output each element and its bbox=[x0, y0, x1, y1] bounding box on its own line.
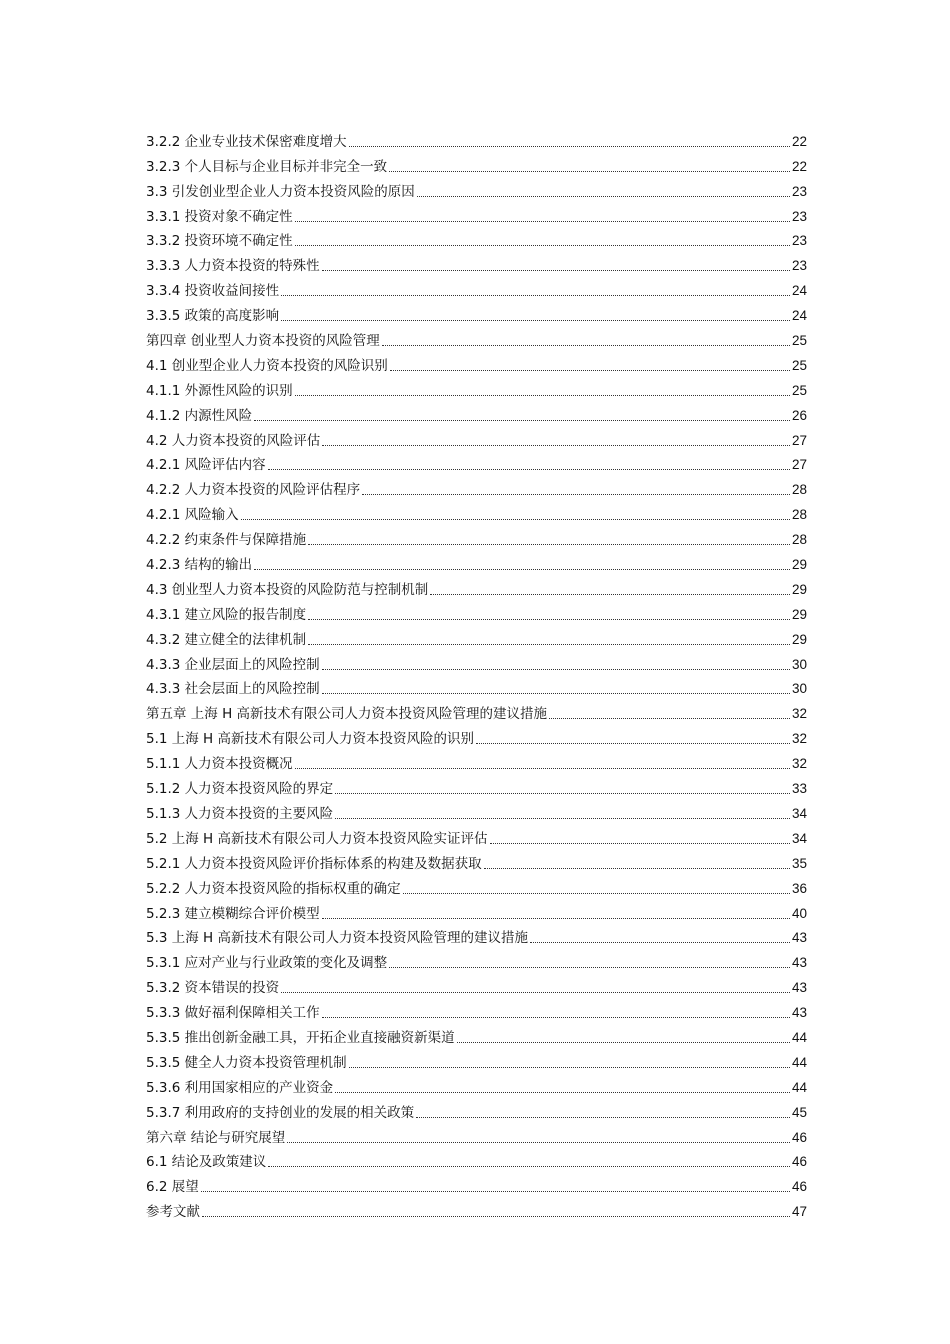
toc-dot-leader bbox=[295, 220, 790, 222]
toc-entry-page-number: 32 bbox=[791, 731, 807, 747]
toc-entry[interactable] bbox=[146, 947, 807, 972]
toc-entry[interactable] bbox=[146, 151, 807, 176]
toc-dot-leader bbox=[335, 1091, 790, 1093]
toc-dot-leader bbox=[349, 145, 790, 147]
toc-dot-leader bbox=[322, 917, 790, 919]
toc-entry-page-number: 30 bbox=[791, 681, 807, 697]
toc-entry-page-number: 28 bbox=[791, 507, 807, 523]
toc-dot-leader bbox=[268, 468, 790, 470]
toc-entry-page-number: 43 bbox=[791, 1005, 807, 1021]
toc-entry-title: 5.3.6 利用国家相应的产业资金 bbox=[146, 1079, 334, 1096]
toc-entry[interactable] bbox=[146, 499, 807, 524]
toc-entry[interactable] bbox=[146, 375, 807, 400]
toc-entry-page-number: 32 bbox=[791, 706, 807, 722]
toc-entry-page-number: 23 bbox=[791, 258, 807, 274]
toc-entry-title: 5.2 上海 H 高新技术有限公司人力资本投资风险实证评估 bbox=[146, 830, 488, 847]
toc-entry-title: 3.3.3 人力资本投资的特殊性 bbox=[146, 258, 320, 275]
toc-dot-leader bbox=[201, 1190, 790, 1192]
toc-entry-title: 3.3.2 投资环境不确定性 bbox=[146, 233, 293, 250]
toc-entry-page-number: 25 bbox=[791, 333, 807, 349]
toc-entry-title: 4.3 创业型人力资本投资的风险防范与控制机制 bbox=[146, 581, 429, 598]
toc-entry[interactable] bbox=[146, 300, 807, 325]
toc-entry-page-number: 23 bbox=[791, 233, 807, 249]
toc-entry-page-number: 29 bbox=[791, 581, 807, 597]
toc-dot-leader bbox=[322, 692, 790, 694]
toc-dot-leader bbox=[389, 170, 790, 172]
toc-dot-leader bbox=[362, 493, 790, 495]
toc-dot-leader bbox=[335, 817, 790, 819]
toc-entry[interactable] bbox=[146, 599, 807, 624]
toc-dot-leader bbox=[457, 1041, 790, 1043]
toc-entry-title: 参考文献 bbox=[146, 1204, 200, 1221]
toc-dot-leader bbox=[281, 319, 790, 321]
toc-entry-page-number: 43 bbox=[791, 955, 807, 971]
toc-dot-leader bbox=[335, 792, 790, 794]
toc-entry-title: 4.2.1 风险输入 bbox=[146, 507, 239, 524]
toc-entry[interactable] bbox=[146, 126, 807, 151]
toc-dot-leader bbox=[308, 618, 790, 620]
toc-entry-title: 6.2 展望 bbox=[146, 1179, 199, 1196]
toc-entry-title: 4.3.2 建立健全的法律机制 bbox=[146, 631, 307, 648]
table-of-contents bbox=[146, 126, 807, 1221]
toc-entry[interactable] bbox=[146, 275, 807, 300]
toc-entry-page-number: 22 bbox=[791, 133, 807, 149]
toc-entry-page-number: 30 bbox=[791, 656, 807, 672]
toc-entry-page-number: 25 bbox=[791, 382, 807, 398]
toc-entry-title: 5.3.3 做好福利保障相关工作 bbox=[146, 1005, 320, 1022]
toc-entry-title: 3.3.5 政策的高度影响 bbox=[146, 308, 280, 325]
toc-entry-page-number: 34 bbox=[791, 805, 807, 821]
toc-dot-leader bbox=[295, 394, 790, 396]
toc-dot-leader bbox=[281, 991, 790, 993]
toc-entry[interactable] bbox=[146, 524, 807, 549]
toc-entry[interactable] bbox=[146, 549, 807, 574]
toc-entry[interactable] bbox=[146, 574, 807, 599]
toc-dot-leader bbox=[322, 1016, 790, 1018]
toc-entry[interactable] bbox=[146, 474, 807, 499]
toc-entry-page-number: 47 bbox=[791, 1204, 807, 1220]
toc-entry[interactable] bbox=[146, 1097, 807, 1122]
toc-entry-page-number: 29 bbox=[791, 606, 807, 622]
toc-entry-title: 4.2.2 人力资本投资的风险评估程序 bbox=[146, 482, 361, 499]
toc-dot-leader bbox=[287, 1141, 790, 1143]
toc-entry-page-number: 23 bbox=[791, 183, 807, 199]
toc-entry-page-number: 46 bbox=[791, 1154, 807, 1170]
toc-entry-title: 4.2.2 约束条件与保障措施 bbox=[146, 532, 307, 549]
toc-entry[interactable] bbox=[146, 325, 807, 350]
toc-dot-leader bbox=[549, 717, 790, 719]
toc-entry-title: 3.3.4 投资收益间接性 bbox=[146, 283, 280, 300]
toc-dot-leader bbox=[403, 892, 790, 894]
toc-dot-leader bbox=[476, 742, 790, 744]
toc-entry[interactable] bbox=[146, 997, 807, 1022]
toc-entry-title: 4.2.3 结构的输出 bbox=[146, 557, 253, 574]
toc-dot-leader bbox=[295, 244, 790, 246]
toc-dot-leader bbox=[416, 1116, 790, 1118]
toc-entry-title: 5.2.1 人力资本投资风险评价指标体系的构建及数据获取 bbox=[146, 855, 482, 872]
toc-entry[interactable] bbox=[146, 848, 807, 873]
toc-entry-title: 5.3.5 推出创新金融工具，开拓企业直接融资新渠道 bbox=[146, 1029, 455, 1046]
toc-entry-title: 4.2 人力资本投资的风险评估 bbox=[146, 432, 321, 449]
toc-dot-leader bbox=[490, 842, 790, 844]
toc-entry-page-number: 35 bbox=[791, 855, 807, 871]
toc-entry[interactable] bbox=[146, 350, 807, 375]
toc-dot-leader bbox=[349, 1066, 790, 1068]
toc-dot-leader bbox=[241, 518, 790, 520]
toc-entry-page-number: 29 bbox=[791, 557, 807, 573]
toc-dot-leader bbox=[308, 643, 790, 645]
toc-dot-leader bbox=[308, 543, 790, 545]
toc-entry-page-number: 25 bbox=[791, 357, 807, 373]
toc-entry[interactable] bbox=[146, 450, 807, 475]
toc-entry-page-number: 45 bbox=[791, 1104, 807, 1120]
toc-entry-title: 第四章 创业型人力资本投资的风险管理 bbox=[146, 333, 380, 350]
toc-entry-title: 5.1.3 人力资本投资的主要风险 bbox=[146, 805, 334, 822]
toc-entry-page-number: 36 bbox=[791, 880, 807, 896]
toc-entry[interactable] bbox=[146, 201, 807, 226]
toc-dot-leader bbox=[254, 568, 790, 570]
toc-entry-title: 第五章 上海 H 高新技术有限公司人力资本投资风险管理的建议措施 bbox=[146, 706, 548, 723]
toc-entry[interactable] bbox=[146, 425, 807, 450]
toc-entry-page-number: 26 bbox=[791, 407, 807, 423]
toc-entry-page-number: 22 bbox=[791, 158, 807, 174]
toc-entry-page-number: 32 bbox=[791, 756, 807, 772]
toc-entry-title: 4.3.3 企业层面上的风险控制 bbox=[146, 656, 320, 673]
toc-entry-title: 5.3.2 资本错误的投资 bbox=[146, 980, 280, 997]
toc-entry-title: 4.3.3 社会层面上的风险控制 bbox=[146, 681, 320, 698]
toc-entry[interactable] bbox=[146, 624, 807, 649]
toc-dot-leader bbox=[322, 269, 790, 271]
toc-entry-title: 3.3.1 投资对象不确定性 bbox=[146, 208, 293, 225]
toc-entry-title: 第六章 结论与研究展望 bbox=[146, 1129, 286, 1146]
toc-entry[interactable] bbox=[146, 1196, 807, 1221]
toc-entry-page-number: 33 bbox=[791, 781, 807, 797]
toc-entry-title: 5.1 上海 H 高新技术有限公司人力资本投资风险的识别 bbox=[146, 731, 474, 748]
toc-entry[interactable] bbox=[146, 176, 807, 201]
toc-entry[interactable] bbox=[146, 923, 807, 948]
toc-entry-title: 4.1 创业型企业人力资本投资的风险识别 bbox=[146, 357, 388, 374]
toc-dot-leader bbox=[322, 444, 790, 446]
toc-dot-leader bbox=[254, 419, 790, 421]
toc-entry[interactable] bbox=[146, 649, 807, 674]
toc-dot-leader bbox=[295, 767, 790, 769]
toc-entry-title: 4.2.1 风险评估内容 bbox=[146, 457, 266, 474]
toc-entry-page-number: 24 bbox=[791, 308, 807, 324]
toc-entry-page-number: 24 bbox=[791, 283, 807, 299]
toc-entry-title: 5.1.1 人力资本投资概况 bbox=[146, 756, 293, 773]
toc-entry[interactable] bbox=[146, 798, 807, 823]
toc-entry-page-number: 46 bbox=[791, 1179, 807, 1195]
toc-entry-title: 3.2.3 个人目标与企业目标并非完全一致 bbox=[146, 158, 388, 175]
toc-dot-leader bbox=[390, 369, 790, 371]
toc-entry-title: 6.1 结论及政策建议 bbox=[146, 1154, 267, 1171]
toc-dot-leader bbox=[202, 1215, 790, 1217]
toc-dot-leader bbox=[389, 966, 790, 968]
toc-entry[interactable] bbox=[146, 823, 807, 848]
toc-entry[interactable] bbox=[146, 674, 807, 699]
toc-entry[interactable] bbox=[146, 1022, 807, 1047]
toc-entry[interactable] bbox=[146, 226, 807, 251]
toc-entry[interactable] bbox=[146, 400, 807, 425]
toc-dot-leader bbox=[322, 668, 790, 670]
toc-entry-page-number: 44 bbox=[791, 1079, 807, 1095]
toc-entry-title: 5.3.5 健全人力资本投资管理机制 bbox=[146, 1054, 347, 1071]
toc-dot-leader bbox=[430, 593, 790, 595]
toc-entry[interactable] bbox=[146, 1147, 807, 1172]
toc-entry-title: 5.2.3 建立模糊综合评价模型 bbox=[146, 905, 320, 922]
toc-entry-title: 4.1.2 内源性风险 bbox=[146, 407, 253, 424]
toc-entry-title: 3.2.2 企业专业技术保密难度增大 bbox=[146, 133, 347, 150]
toc-entry[interactable] bbox=[146, 698, 807, 723]
toc-entry-page-number: 44 bbox=[791, 1029, 807, 1045]
toc-entry[interactable] bbox=[146, 1122, 807, 1147]
toc-entry[interactable] bbox=[146, 873, 807, 898]
toc-entry[interactable] bbox=[146, 898, 807, 923]
toc-entry-page-number: 34 bbox=[791, 830, 807, 846]
toc-entry[interactable] bbox=[146, 773, 807, 798]
toc-dot-leader bbox=[382, 344, 790, 346]
toc-entry-title: 5.3.7 利用政府的支持创业的发展的相关政策 bbox=[146, 1104, 415, 1121]
toc-entry-page-number: 43 bbox=[791, 980, 807, 996]
toc-entry-page-number: 28 bbox=[791, 482, 807, 498]
toc-entry-page-number: 44 bbox=[791, 1054, 807, 1070]
toc-entry-page-number: 23 bbox=[791, 208, 807, 224]
toc-entry-title: 4.3.1 建立风险的报告制度 bbox=[146, 606, 307, 623]
toc-entry-title: 3.3 引发创业型企业人力资本投资风险的原因 bbox=[146, 183, 415, 200]
toc-entry-title: 5.2.2 人力资本投资风险的指标权重的确定 bbox=[146, 880, 401, 897]
toc-entry[interactable] bbox=[146, 250, 807, 275]
toc-entry-page-number: 27 bbox=[791, 457, 807, 473]
toc-entry[interactable] bbox=[146, 972, 807, 997]
toc-dot-leader bbox=[268, 1165, 790, 1167]
toc-entry[interactable] bbox=[146, 723, 807, 748]
toc-entry-page-number: 29 bbox=[791, 631, 807, 647]
toc-entry-title: 5.1.2 人力资本投资风险的界定 bbox=[146, 781, 334, 798]
toc-entry-page-number: 28 bbox=[791, 532, 807, 548]
toc-entry[interactable] bbox=[146, 1171, 807, 1196]
toc-dot-leader bbox=[484, 867, 790, 869]
toc-entry[interactable] bbox=[146, 1047, 807, 1072]
toc-entry-title: 5.3 上海 H 高新技术有限公司人力资本投资风险管理的建议措施 bbox=[146, 930, 528, 947]
toc-dot-leader bbox=[530, 941, 790, 943]
toc-entry[interactable] bbox=[146, 748, 807, 773]
toc-entry-page-number: 43 bbox=[791, 930, 807, 946]
toc-entry-page-number: 40 bbox=[791, 905, 807, 921]
toc-entry[interactable] bbox=[146, 1072, 807, 1097]
toc-entry-page-number: 46 bbox=[791, 1129, 807, 1145]
toc-entry-title: 5.3.1 应对产业与行业政策的变化及调整 bbox=[146, 955, 388, 972]
toc-entry-page-number: 27 bbox=[791, 432, 807, 448]
toc-dot-leader bbox=[417, 195, 790, 197]
toc-dot-leader bbox=[281, 294, 790, 296]
toc-entry-title: 4.1.1 外源性风险的识别 bbox=[146, 382, 293, 399]
